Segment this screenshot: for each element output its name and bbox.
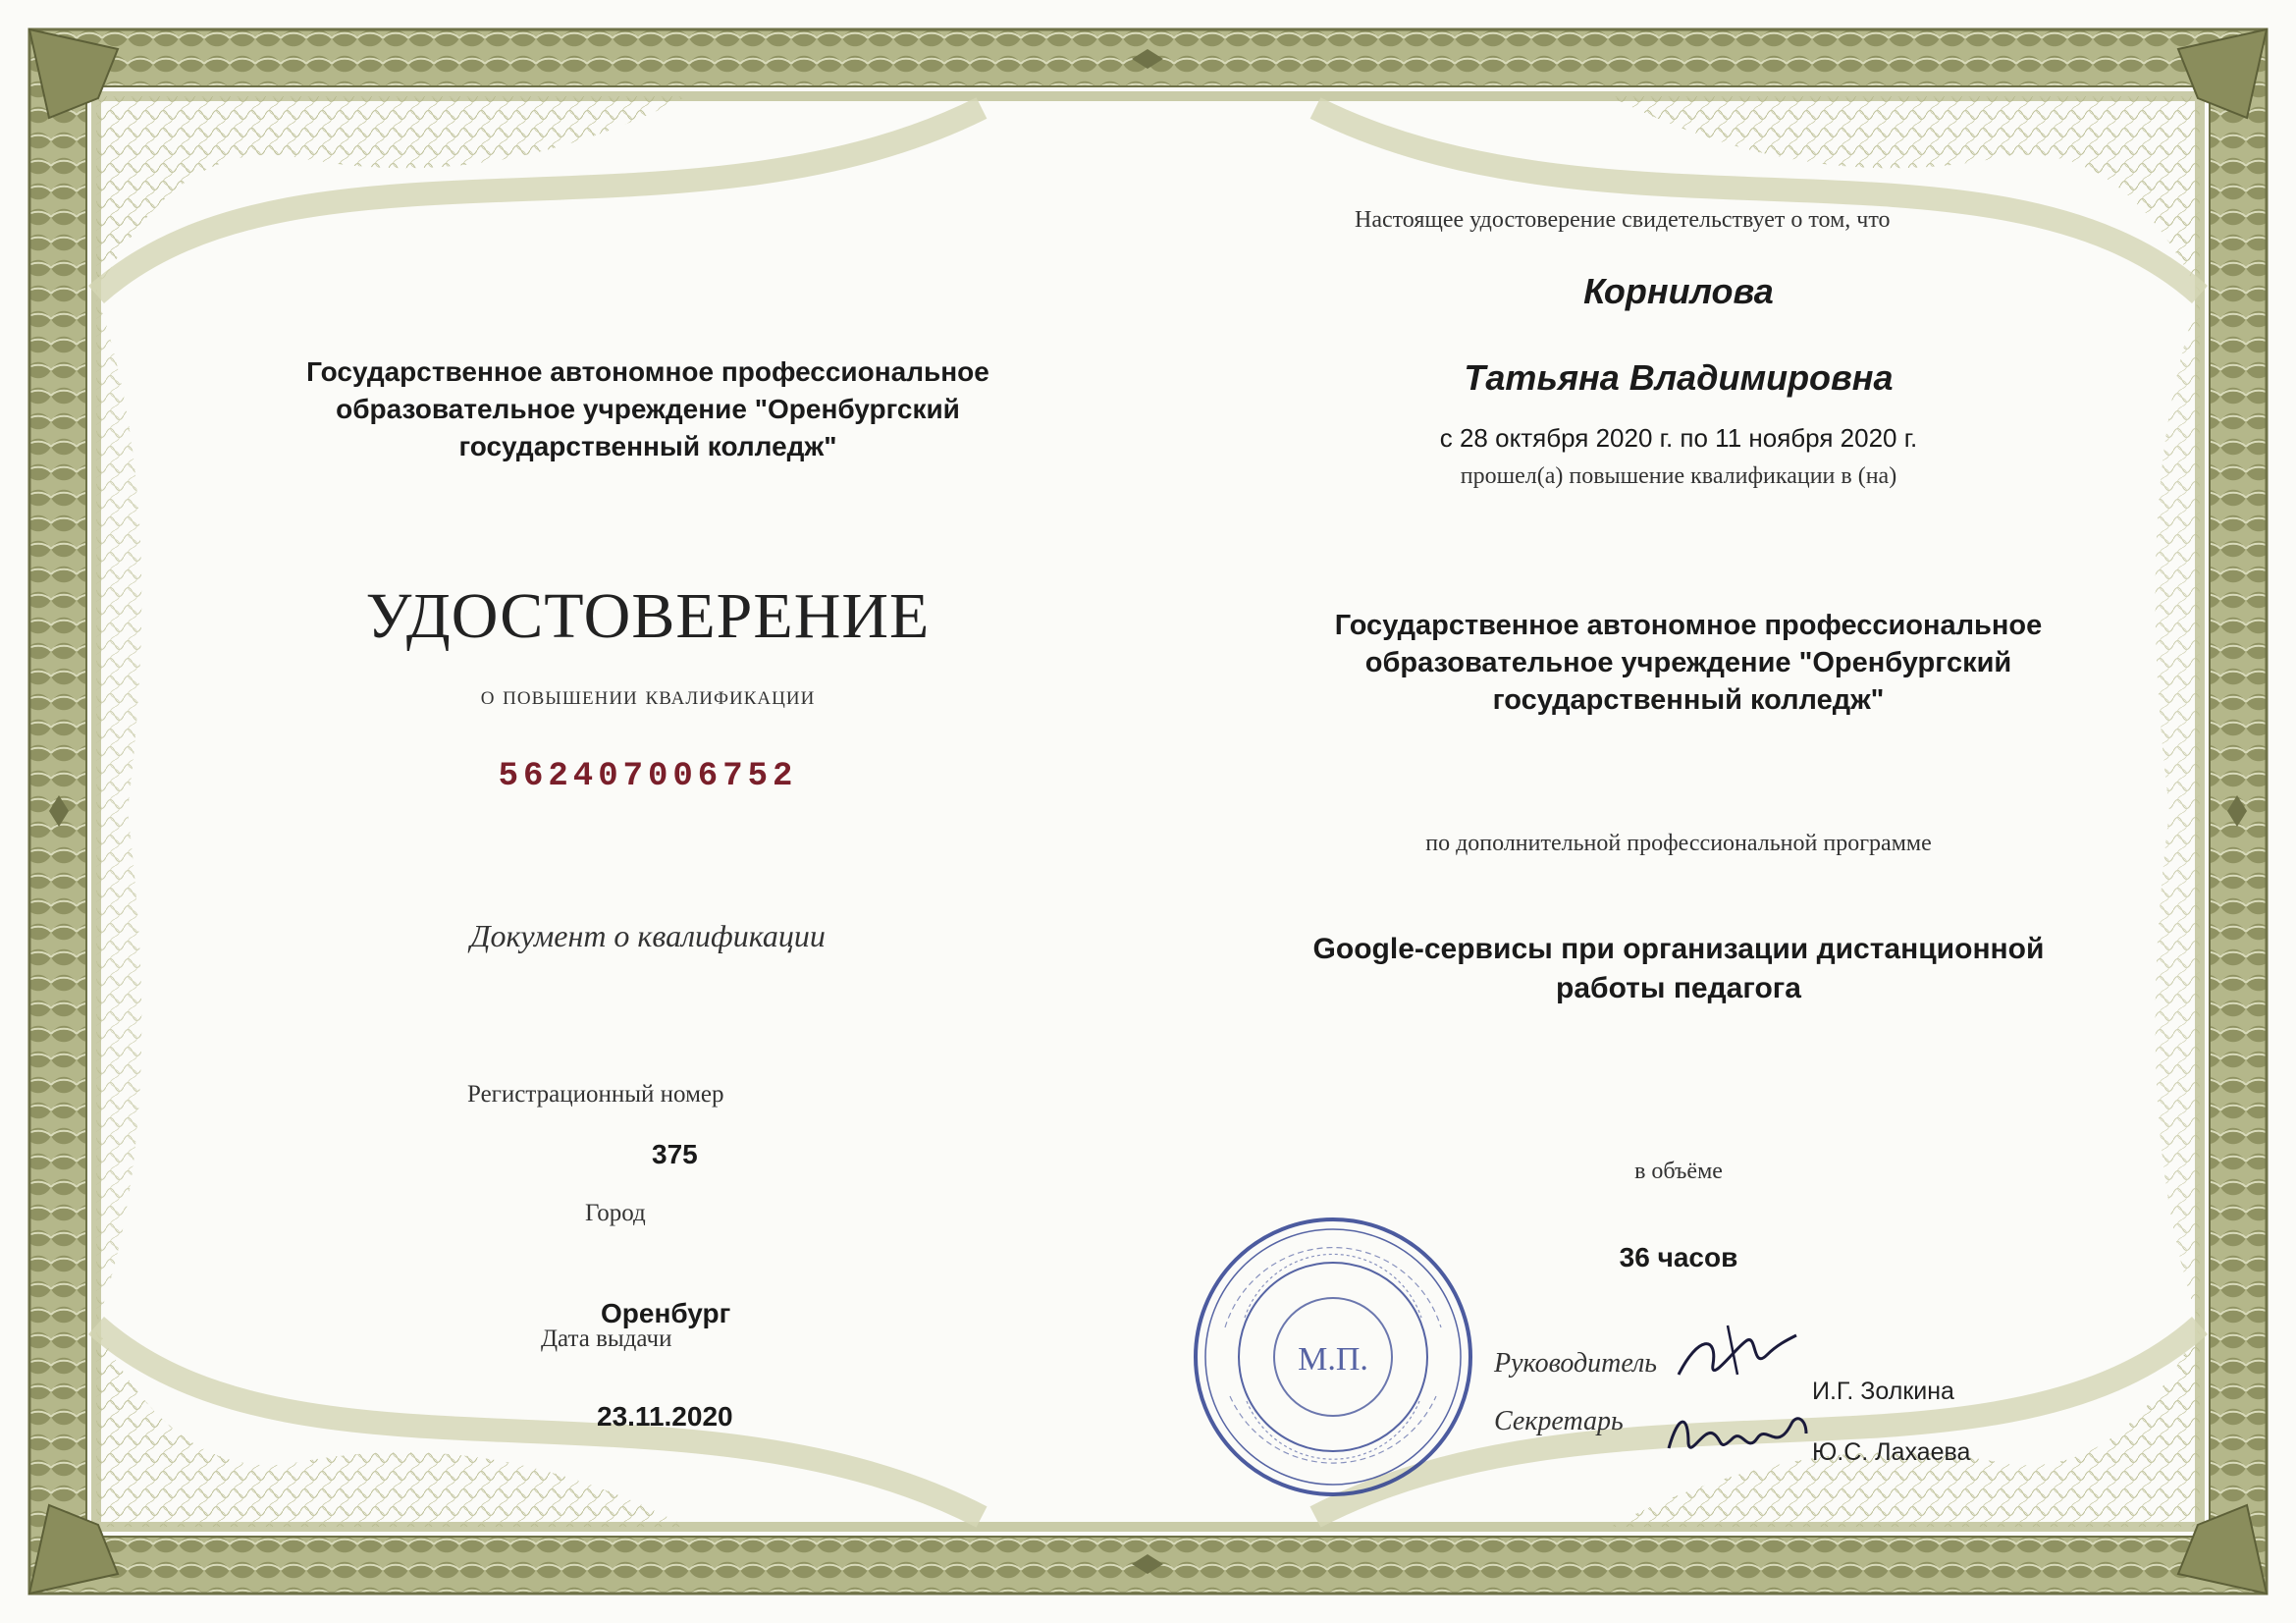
holder-surname: Корнилова	[1583, 271, 1774, 311]
head-name: И.Г. Золкина	[1812, 1378, 1954, 1405]
program-label: по дополнительной профессиональной программе	[1425, 831, 1932, 856]
signature-role-head: Руководитель	[1494, 1348, 1658, 1379]
document-subtitle: о повышении квалификации	[480, 680, 816, 710]
training-institution: Государственное автономное профессиональное образовательное учреждение "Оренбургский государственный колледж"	[1334, 610, 2043, 716]
city-label: Город	[585, 1200, 646, 1226]
registration-number: 375	[652, 1139, 698, 1169]
city-value: Оренбург	[601, 1298, 731, 1328]
hours-value: 36 часов	[1619, 1242, 1738, 1272]
secretary-signature	[1659, 1394, 1816, 1473]
passed-text: прошел(а) повышение квалификации в (на)	[1460, 463, 1897, 489]
holder-given-names: Татьяна Владимировна	[1464, 357, 1894, 398]
seal-label: М.П.	[1298, 1341, 1368, 1378]
head-signature	[1669, 1316, 1806, 1394]
document-title: УДОСТОВЕРЕНИЕ	[365, 580, 931, 652]
secretary-name: Ю.С. Лахаева	[1812, 1438, 1971, 1466]
volume-label: в объёме	[1634, 1159, 1723, 1184]
certificate-intro: Настоящее удостоверение свидетельствует о том, что	[1355, 207, 1891, 233]
registration-label: Регистрационный номер	[467, 1081, 724, 1108]
official-seal	[1186, 1210, 1480, 1504]
document-kind: Документ о квалификации	[470, 918, 826, 953]
issue-date-label: Дата выдачи	[541, 1325, 672, 1352]
issue-date: 23.11.2020	[597, 1401, 733, 1432]
signature-role-secretary: Секретарь	[1494, 1406, 1624, 1436]
serial-number: 562407006752	[498, 758, 798, 795]
training-period: с 28 октября 2020 г. по 11 ноября 2020 г.	[1439, 423, 1918, 453]
program-name: Google-сервисы при организации дистанционной работы педагога	[1312, 933, 2045, 1004]
issuing-institution: Государственное автономное профессиональное образовательное учреждение "Оренбургский государственный колледж"	[306, 356, 989, 461]
